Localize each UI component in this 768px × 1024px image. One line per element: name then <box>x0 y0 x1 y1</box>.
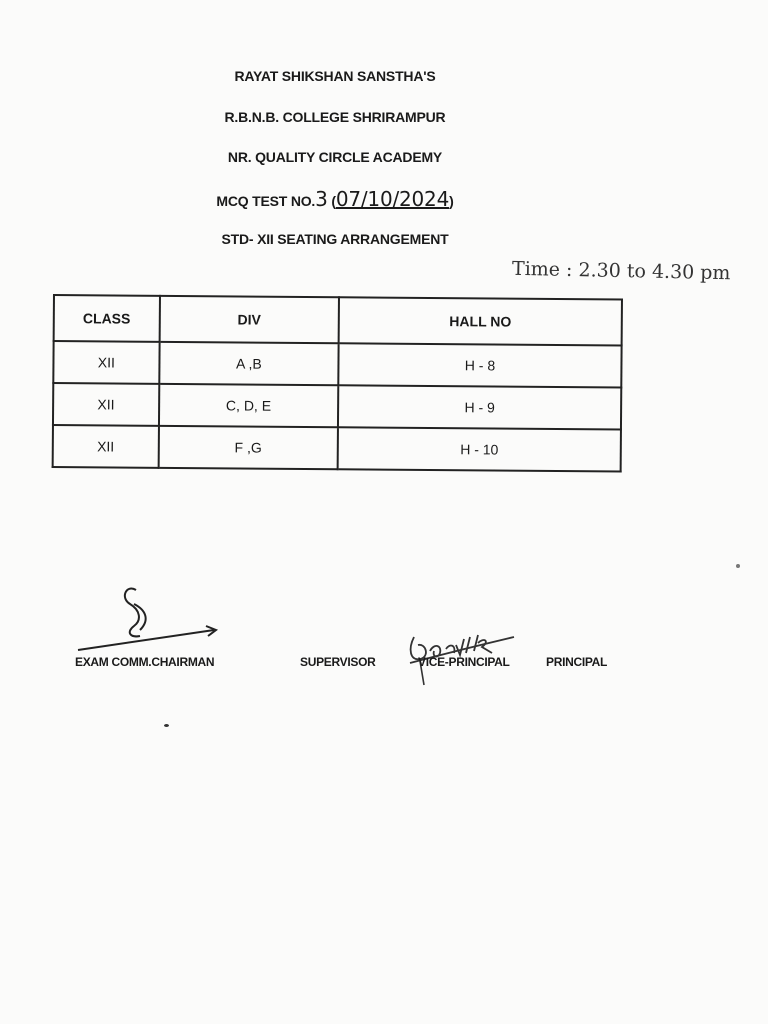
cell-div: F ,G <box>158 426 338 469</box>
college-name: R.B.N.B. COLLEGE SHRIRAMPUR <box>224 109 446 125</box>
cell-div: C, D, E <box>159 384 339 427</box>
test-date-open: ( <box>331 193 336 209</box>
label-supervisor: SUPERVISOR <box>300 655 376 669</box>
column-header-div: DIV <box>159 296 339 343</box>
seating-table <box>52 294 623 472</box>
cell-hall-no: H - 10 <box>338 427 621 471</box>
cell-class: XII <box>53 425 159 468</box>
cell-class: XII <box>53 341 159 384</box>
vice-principal-signature <box>400 615 525 690</box>
table-header-row <box>54 295 622 345</box>
table-row <box>53 383 621 429</box>
test-date-close: ) <box>449 193 454 209</box>
label-exam-comm-chairman: EXAM COMM.CHAIRMAN <box>75 655 215 669</box>
label-vice-principal: VICE-PRINCIPAL <box>418 655 510 669</box>
cell-hall-no: H - 9 <box>338 385 621 429</box>
seating-title: STD- XII SEATING ARRANGEMENT <box>221 231 449 247</box>
ink-speck <box>164 724 169 727</box>
table-row <box>53 425 621 471</box>
column-header-class: CLASS <box>54 295 160 342</box>
cell-div: A ,B <box>159 342 339 385</box>
test-number: 3 <box>315 187 328 211</box>
column-header-hall-no: HALL NO <box>339 297 622 345</box>
institution-name: RAYAT SHIKSHAN SANSTHA'S <box>234 68 436 84</box>
test-date: 07/10/2024 <box>335 187 450 211</box>
test-prefix: MCQ TEST NO. <box>216 193 316 209</box>
chairman-signature <box>70 580 230 660</box>
academy-name: NR. QUALITY CIRCLE ACADEMY <box>227 149 443 165</box>
exam-time-note: Time : 2.30 to 4.30 pm <box>511 257 731 285</box>
cell-class: XII <box>53 383 159 426</box>
table-row <box>53 341 621 387</box>
ink-speck <box>736 564 740 568</box>
label-principal: PRINCIPAL <box>546 655 608 669</box>
cell-hall-no: H - 8 <box>338 343 621 387</box>
test-title <box>150 187 520 211</box>
